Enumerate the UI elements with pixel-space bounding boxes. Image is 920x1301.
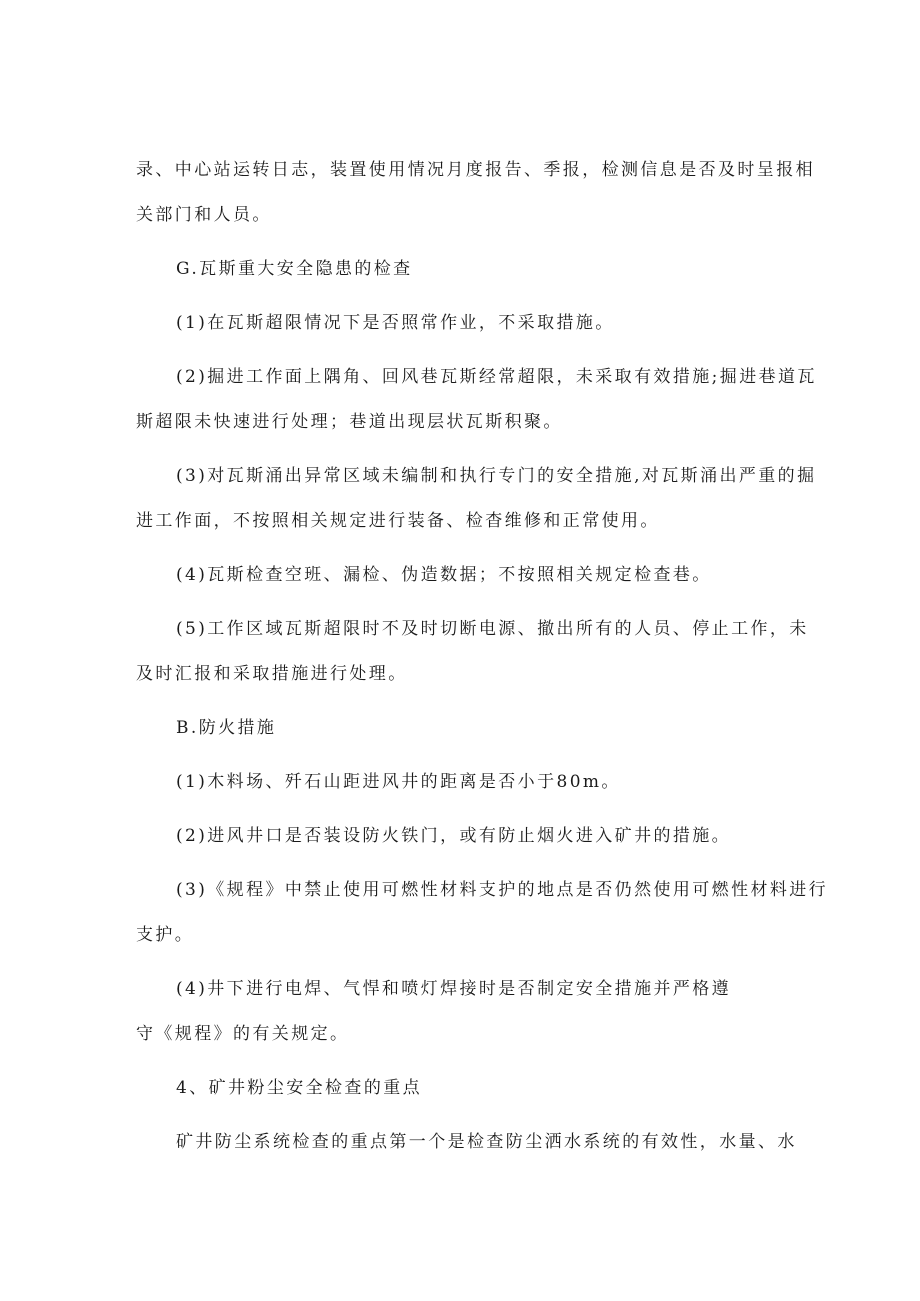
paragraph-line: 进工作面，不按照相关规定进行装备、检杳维修和正常使用。 (136, 511, 660, 531)
list-item: (1)木料场、歼石山距进风井的距离是否小于80m。 (176, 772, 621, 792)
paragraph-line: 及时汇报和采取措施进行处理。 (136, 664, 408, 684)
list-item: (2)进风井口是否装设防火铁门，或有防止烟火进入矿井的措施。 (176, 826, 732, 846)
paragraph-line: 支护。 (136, 925, 195, 945)
section-heading: G.瓦斯重大安全隐患的检查 (176, 259, 413, 279)
list-item: (5)工作区域瓦斯超限时不及时切断电源、撤出所有的人员、停止工作，未 (176, 619, 809, 639)
list-item: (4)井下进行电焊、气悍和喷灯焊接时是否制定安全措施并严格遵 (176, 979, 732, 999)
paragraph-line: 矿井防尘系统检查的重点第一个是检查防尘洒水系统的有效性，水量、水 (176, 1132, 797, 1152)
list-item: (3)《规程》中禁止使用可燃性材料支护的地点是否仍然使用可燃性材料进行 (176, 880, 829, 900)
section-heading: B.防火措施 (176, 718, 277, 738)
list-item: (3)对瓦斯涌出异常区域未编制和执行专门的安全措施,对瓦斯涌出严重的掘 (176, 466, 817, 486)
list-item: (1)在瓦斯超限情况下是否照常作业，不采取措施。 (176, 313, 615, 333)
section-heading: 4、矿井粉尘安全检查的重点 (176, 1078, 423, 1098)
list-item: (2)掘进工作面上隅角、回风巷瓦斯经常超限，未采取有效措施;掘进巷道瓦 (176, 367, 817, 387)
paragraph-line: 守《规程》的有关规定。 (136, 1024, 350, 1044)
list-item: (4)瓦斯检查空班、漏检、伪造数据；不按照相关规定检查巷。 (176, 565, 712, 585)
paragraph-line: 录、中心站运转日志，装置使用情况月度报告、季报，检测信息是否及时呈报相 (136, 160, 815, 180)
paragraph-line: 关部门和人员。 (136, 205, 272, 225)
paragraph-line: 斯超限未快速进行处理；巷道出现层状瓦斯积聚。 (136, 412, 563, 432)
